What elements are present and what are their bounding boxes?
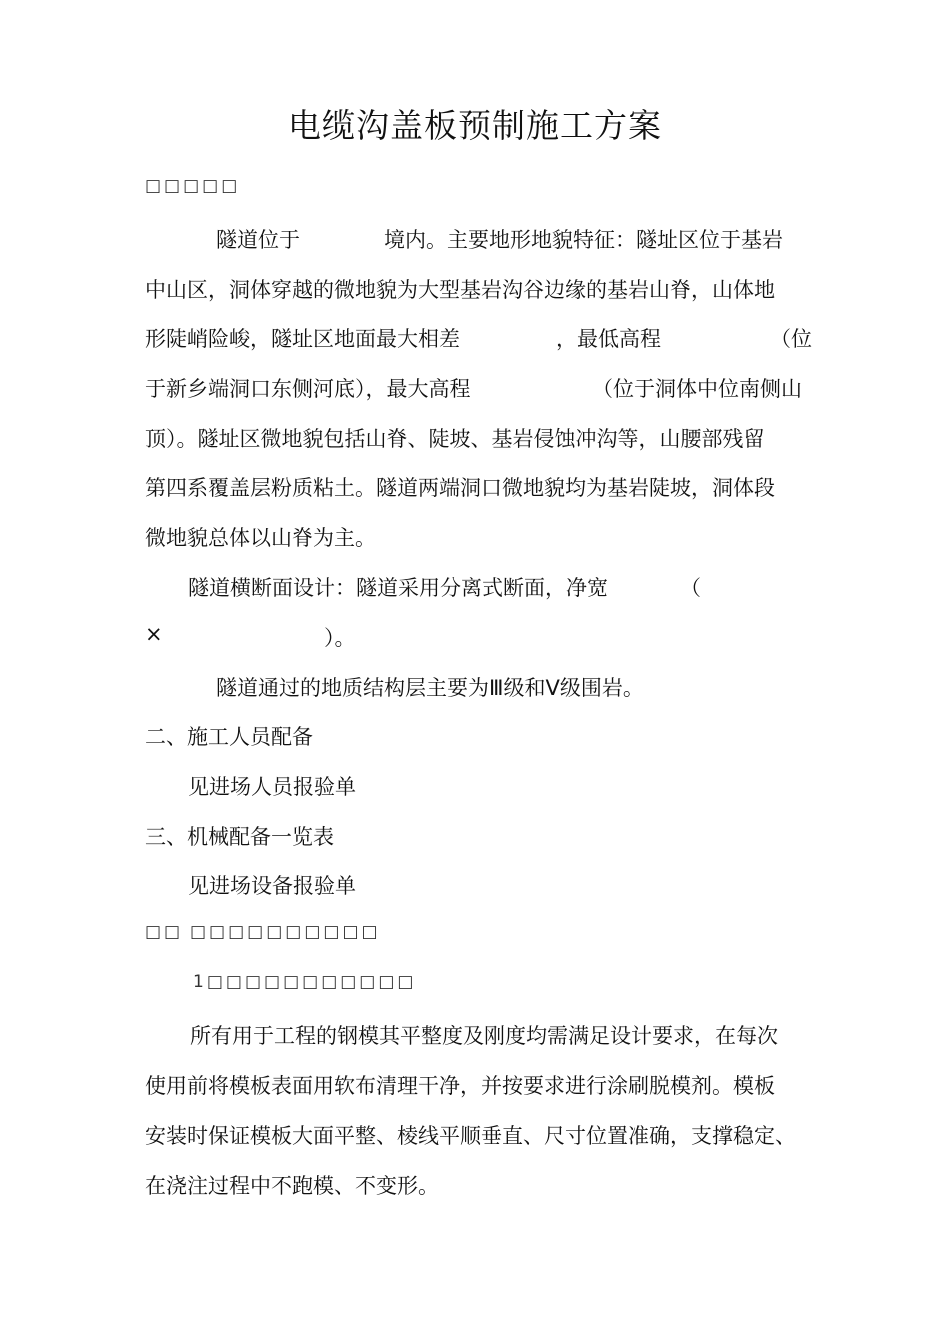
p1-line-3a: 形陡峭险峻，隧址区地面最大相差 — [145, 327, 460, 351]
section-4-heading-prefix: □□ — [145, 922, 184, 942]
section-2-body: 见进场人员报验单 — [188, 775, 356, 799]
section-3-heading: 三、机械配备一览表 — [145, 825, 334, 849]
p1-line-1b: 境内。主要地形地貌特征：隧址区位于基岩 — [384, 228, 783, 252]
section-4-heading: □□□□□□□□□□ — [190, 922, 381, 942]
p2-line-1b: （ — [680, 576, 701, 600]
section-2-heading: 二、施工人员配备 — [145, 725, 313, 749]
p1-line-1a: 隧道位于 — [216, 228, 300, 252]
document-title: 电缆沟盖板预制施工方案 — [288, 106, 662, 145]
p1-line-3c: （位 — [770, 327, 812, 351]
p4-line-3: 安装时保证模板大面平整、棱线平顺垂直、尺寸位置准确，支撑稳定、 — [145, 1124, 796, 1148]
p1-line-7: 微地貌总体以山脊为主。 — [145, 526, 376, 550]
p2-line-2a: × — [145, 622, 163, 646]
subsection-1-heading: 1□□□□□□□□□□□ — [193, 972, 417, 992]
p1-line-4b: （位于洞体中位南侧山 — [592, 377, 802, 401]
section-1-heading: □□□□□ — [145, 176, 241, 196]
p1-line-3b: ，最低高程 — [556, 327, 661, 351]
p2-line-1a: 隧道横断面设计：隧道采用分离式断面，净宽 — [188, 576, 608, 600]
p1-line-6: 第四系覆盖层粉质粘土。隧道两端洞口微地貌均为基岩陡坡，洞体段 — [145, 476, 775, 500]
p4-line-1: 所有用于工程的钢模其平整度及刚度均需满足设计要求，在每次 — [190, 1024, 778, 1048]
p4-line-4: 在浇注过程中不跑模、不变形。 — [145, 1174, 439, 1198]
p2-line-2b: ）。 — [324, 626, 356, 650]
p3-line: 隧道通过的地质结构层主要为Ⅲ级和Ⅴ级围岩。 — [216, 676, 644, 700]
section-3-body: 见进场设备报验单 — [188, 874, 356, 898]
p1-line-5: 顶）。隧址区微地貌包括山脊、陡坡、基岩侵蚀冲沟等，山腰部残留 — [145, 427, 765, 451]
p4-line-2: 使用前将模板表面用软布清理干净，并按要求进行涂刷脱模剂。模板 — [145, 1074, 775, 1098]
p1-line-2: 中山区，洞体穿越的微地貌为大型基岩沟谷边缘的基岩山脊，山体地 — [145, 278, 775, 302]
p1-line-4a: 于新乡端洞口东侧河底），最大高程 — [145, 377, 471, 401]
